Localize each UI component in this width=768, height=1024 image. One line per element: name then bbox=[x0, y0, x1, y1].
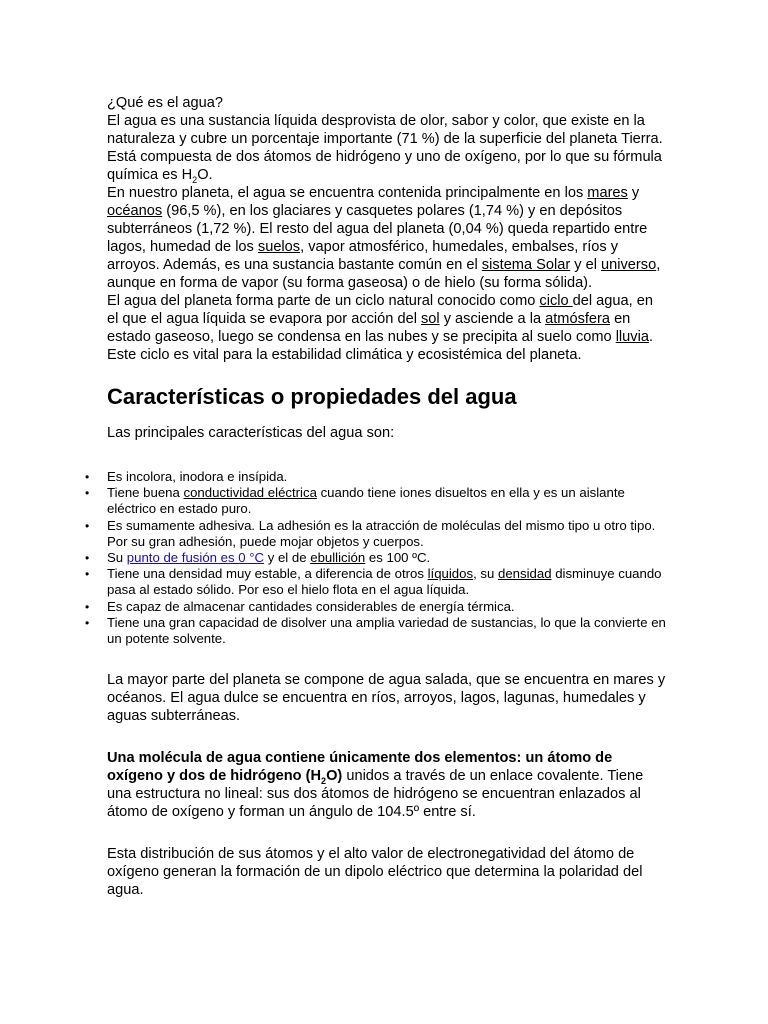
text: O. bbox=[197, 167, 213, 183]
link-mares[interactable]: mares bbox=[587, 185, 628, 201]
body-paragraph-1: La mayor parte del planeta se compone de agua salada, que se encuentra en mares y océanos. El agua dulce se encuentra en ríos, arroyos, lagos, lagunas, humedales y aguas subterráneas. bbox=[107, 672, 666, 725]
text: Su bbox=[107, 550, 127, 566]
bullet-icon: • bbox=[85, 470, 90, 484]
link-ebullicion[interactable]: ebullición bbox=[310, 550, 366, 566]
intro-paragraph-2 bbox=[107, 184, 667, 292]
text: en estado gaseoso, luego se condensa en las nubes y se precipita al suelo como bbox=[107, 311, 631, 345]
text: cuando tiene iones disueltos en ella y es un aislante eléctrico en estado puro. bbox=[107, 485, 625, 517]
link-atmosfera[interactable]: atmósfera bbox=[545, 311, 611, 327]
intro-paragraph-3 bbox=[107, 292, 667, 364]
text: En nuestro planeta, el agua se encuentra contenida principalmente en los bbox=[107, 185, 588, 201]
text: y el de bbox=[264, 550, 311, 566]
list-item bbox=[85, 469, 667, 485]
text: , vapor atmosférico, humedales, embalses, ríos y arroyos. Además, es una sustancia bastante común en el bbox=[107, 239, 619, 273]
link-sistema-solar[interactable]: sistema Solar bbox=[481, 257, 571, 273]
text: El agua es una sustancia líquida desprovista de olor, sabor y color, que existe en la naturaleza y cubre un porcentaje importante (71 %) de la superficie del planeta Tierra. Está compuesta de dos átomos de hidrógeno y uno de oxígeno, por lo que su fórmula química es H bbox=[107, 113, 663, 183]
link-conductividad[interactable]: conductividad eléctrica bbox=[183, 485, 317, 501]
link-suelos[interactable]: suelos bbox=[257, 239, 301, 255]
text: Es capaz de almacenar cantidades considerables de energía térmica. bbox=[107, 598, 515, 614]
text: Es sumamente adhesiva. La adhesión es la atracción de moléculas del mismo tipo u otro tipo. Por su gran adhesión, puede mojar objetos y cuerpos. bbox=[107, 517, 656, 549]
list-item bbox=[85, 598, 667, 615]
subscript: 2 bbox=[321, 776, 327, 787]
text: , aunque en forma de vapor (su forma gaseosa) o de hielo (su forma sólida). bbox=[107, 257, 661, 291]
link-lluvia[interactable]: lluvia bbox=[615, 329, 649, 345]
text: (96,5 %), en los glaciares y casquetes polares (1,74 %) y en depósitos subterráneos (1,72 %). El resto del agua del planeta (0,04 %) queda repartido entre lagos, humedad de los bbox=[107, 203, 648, 255]
text: Tiene una gran capacidad de disolver una amplia variedad de sustancias, lo que la convierte en un potente solvente. bbox=[107, 614, 666, 647]
link-ciclo[interactable]: ciclo bbox=[539, 293, 573, 309]
bullet-icon: • bbox=[85, 518, 90, 533]
link-densidad[interactable]: densidad bbox=[498, 566, 552, 582]
body-paragraph-2 bbox=[107, 749, 667, 821]
list-item bbox=[85, 566, 667, 598]
list-item bbox=[85, 517, 667, 550]
text: Tiene una densidad muy estable, a diferencia de otros bbox=[107, 566, 428, 582]
list-item bbox=[85, 485, 667, 517]
body-paragraph-3: Esta distribución de sus átomos y el alto valor de electronegatividad del átomo de oxígeno generan la formación de un dipolo eléctrico que determina la polaridad del agua. bbox=[107, 846, 643, 899]
text: disminuye cuando pasa al estado sólido. Por eso el hielo flota en el agua líquida. bbox=[107, 566, 662, 598]
link-oceanos[interactable]: océanos bbox=[107, 203, 163, 219]
text: unidos a través de un enlace covalente. Tiene una estructura no lineal: sus dos átomos de hidrógeno se encuentran enlazados al átomo de oxígeno y forman un ángulo de 104.5º entre sí. bbox=[107, 768, 644, 821]
text: Tiene buena bbox=[107, 485, 184, 501]
bullet-icon: • bbox=[85, 567, 90, 582]
list-item bbox=[85, 550, 667, 566]
link-sol[interactable]: sol bbox=[421, 311, 440, 327]
text: O) bbox=[326, 768, 343, 785]
link-punto-fusion[interactable]: punto de fusión es 0 °C bbox=[126, 550, 265, 566]
list-item bbox=[85, 614, 667, 647]
text: Es incolora, inodora e insípida. bbox=[107, 469, 288, 484]
intro-paragraph-1 bbox=[107, 112, 667, 184]
bullet-icon: • bbox=[85, 599, 90, 614]
section-heading: Características o propiedades del agua bbox=[107, 384, 517, 409]
document-page bbox=[85, 94, 667, 899]
bullet-icon: • bbox=[85, 551, 90, 566]
section-lead: Las principales características del agua son: bbox=[107, 425, 395, 441]
text: y bbox=[627, 185, 640, 201]
link-universo[interactable]: universo bbox=[601, 257, 657, 273]
link-liquidos[interactable]: líquidos bbox=[427, 566, 474, 582]
text: . Este ciclo es vital para la estabilidad climática y ecosistémica del planeta. bbox=[107, 329, 654, 363]
properties-list bbox=[85, 469, 667, 647]
bullet-icon: • bbox=[85, 615, 90, 630]
text: es 100 ºC. bbox=[365, 550, 431, 566]
text: , su bbox=[473, 566, 498, 582]
subscript: 2 bbox=[192, 174, 198, 185]
bullet-icon: • bbox=[85, 486, 90, 501]
text: del agua, en el que el agua líquida se evapora por acción del bbox=[107, 293, 653, 327]
text: Una molécula de agua contiene únicamente dos elementos: un átomo de oxígeno y dos de hidrógeno (H bbox=[107, 750, 613, 785]
text: y el bbox=[570, 257, 602, 273]
intro-section bbox=[107, 94, 667, 364]
text: El agua del planeta forma parte de un ciclo natural conocido como bbox=[107, 293, 540, 309]
intro-question: ¿Qué es el agua? bbox=[107, 95, 224, 111]
text: y asciende a la bbox=[439, 311, 546, 327]
